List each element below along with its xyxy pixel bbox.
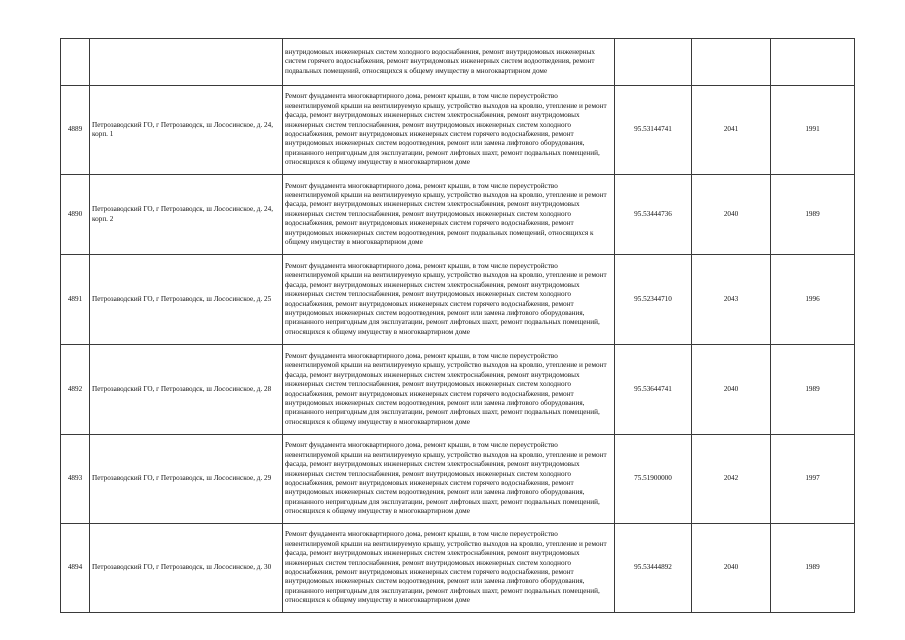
year-cell: 1996: [771, 255, 855, 345]
row-id-cell: 4892: [61, 345, 90, 435]
address-cell: Петрозаводский ГО, г Петрозаводск, ш Лососинское, д. 30: [90, 524, 283, 613]
works-text: Ремонт фундамента многоквартирного дома, ремонт крыши, в том числе переустройство невентилируемой крыши на вентилируемую крышу, устройство выходов на кровлю, утепление и ремонт фасада, ремонт внутридомовых инженерных систем электроснабжения, ремонт внутридомовых инженерных систем теплоснабжения, ремонт внутридомовых инженерных систем холодного водоснабжения, ремонт внутридомовых инженерных систем горячего водоснабжения, ремонт внутридомовых инженерных систем водоотведения, ремонт или замена лифтового оборудования, признанного непригодным для эксплуатации, ремонт лифтовых шахт, ремонт подвальных помещений, относящихся к общему имуществу в многоквартирном доме: [285, 92, 607, 167]
year-cell: 1997: [771, 435, 855, 524]
address-cell: [90, 39, 283, 86]
table-row: [61, 39, 855, 86]
works-text: Ремонт фундамента многоквартирного дома, ремонт крыши, в том числе переустройство невентилируемой крыши на вентилируемую крышу, устройство выходов на кровлю, утепление и ремонт фасада, ремонт внутридомовых инженерных систем электроснабжения, ремонт внутридомовых инженерных систем теплоснабжения, ремонт внутридомовых инженерных систем холодного водоснабжения, ремонт внутридомовых инженерных систем горячего водоснабжения, ремонт внутридомовых инженерных систем водоотведения, ремонт или замена лифтового оборудования, признанного непригодным для эксплуатации, ремонт лифтовых шахт, ремонт подвальных помещений, относящихся к общему имуществу в многоквартирном доме: [285, 530, 607, 605]
works-cell: [283, 345, 615, 435]
year-cell: [771, 39, 855, 86]
table-row: [61, 255, 855, 345]
repair-program-table: [60, 38, 855, 613]
works-text: Ремонт фундамента многоквартирного дома, ремонт крыши, в том числе переустройство невентилируемой крыши на вентилируемую крышу, устройство выходов на кровлю, утепление и ремонт фасада, ремонт внутридомовых инженерных систем электроснабжения, ремонт внутридомовых инженерных систем теплоснабжения, ремонт внутридомовых инженерных систем холодного водоснабжения, ремонт внутридомовых инженерных систем горячего водоснабжения, ремонт внутридомовых инженерных систем водоотведения, ремонт или замена лифтового оборудования, признанного непригодным для эксплуатации, ремонт лифтовых шахт, ремонт подвальных помещений, относящихся к общему имуществу в многоквартирном доме: [285, 261, 607, 336]
row-id-cell: 4893: [61, 435, 90, 524]
number-cell: 95.53444892: [615, 524, 692, 613]
code-cell: 2041: [692, 86, 771, 175]
number-cell: 95.53644741: [615, 345, 692, 435]
works-text: Ремонт фундамента многоквартирного дома, ремонт крыши, в том числе переустройство невентилируемой крыши на вентилируемую крышу, устройство выходов на кровлю, утепление и ремонт фасада, ремонт внутридомовых инженерных систем электроснабжения, ремонт внутридомовых инженерных систем теплоснабжения, ремонт внутридомовых инженерных систем холодного водоснабжения, ремонт внутридомовых инженерных систем горячего водоснабжения, ремонт внутридомовых инженерных систем водоотведения, ремонт подвальных помещений, относящихся к общему имуществу в многоквартирном доме: [285, 181, 607, 247]
code-cell: 2040: [692, 524, 771, 613]
number-cell: 95.52344710: [615, 255, 692, 345]
works-cell: [283, 86, 615, 175]
works-cell: [283, 175, 615, 255]
code-cell: [692, 39, 771, 86]
code-cell: 2042: [692, 435, 771, 524]
number-cell: 95.53444736: [615, 175, 692, 255]
works-cell: [283, 524, 615, 613]
table-row: [61, 524, 855, 613]
works-text: внутридомовых инженерных систем холодного водоснабжения, ремонт внутридомовых инженерных систем горячего водоснабжения, ремонт внутридомовых инженерных систем водоотведения, ремонт подвальных помещений, относящихся к общему имуществу в многоквартирном доме: [285, 47, 596, 75]
works-text: Ремонт фундамента многоквартирного дома, ремонт крыши, в том числе переустройство невентилируемой крыши на вентилируемую крышу, устройство выходов на кровлю, утепление и ремонт фасада, ремонт внутридомовых инженерных систем электроснабжения, ремонт внутридомовых инженерных систем теплоснабжения, ремонт внутридомовых инженерных систем холодного водоснабжения, ремонт внутридомовых инженерных систем горячего водоснабжения, ремонт внутридомовых инженерных систем водоотведения, ремонт или замена лифтового оборудования, признанного непригодным для эксплуатации, ремонт лифтовых шахт, ремонт подвальных помещений, относящихся к общему имуществу в многоквартирном доме: [285, 441, 607, 516]
works-cell: [283, 255, 615, 345]
table-row: [61, 435, 855, 524]
address-cell: Петрозаводский ГО, г Петрозаводск, ш Лососинское, д. 29: [90, 435, 283, 524]
table-row: [61, 86, 855, 175]
year-cell: 1991: [771, 86, 855, 175]
address-cell: Петрозаводский ГО, г Петрозаводск, ш Лососинское, д. 24, корп. 2: [90, 175, 283, 255]
address-cell: Петрозаводский ГО, г Петрозаводск, ш Лососинское, д. 25: [90, 255, 283, 345]
row-id-cell: 4890: [61, 175, 90, 255]
table-row: [61, 175, 855, 255]
year-cell: 1989: [771, 345, 855, 435]
address-cell: Петрозаводский ГО, г Петрозаводск, ш Лососинское, д. 28: [90, 345, 283, 435]
row-id-cell: [61, 39, 90, 86]
works-cell: [283, 435, 615, 524]
row-id-cell: 4889: [61, 86, 90, 175]
number-cell: [615, 39, 692, 86]
works-cell: [283, 39, 615, 86]
works-text: Ремонт фундамента многоквартирного дома, ремонт крыши, в том числе переустройство невентилируемой крыши на вентилируемую крышу, устройство выходов на кровлю, утепление и ремонт фасада, ремонт внутридомовых инженерных систем электроснабжения, ремонт внутридомовых инженерных систем теплоснабжения, ремонт внутридомовых инженерных систем холодного водоснабжения, ремонт внутридомовых инженерных систем горячего водоснабжения, ремонт внутридомовых инженерных систем водоотведения, ремонт или замена лифтового оборудования, признанного непригодным для эксплуатации, ремонт лифтовых шахт, ремонт подвальных помещений, относящихся к общему имуществу в многоквартирном доме: [285, 351, 607, 426]
number-cell: 95.53144741: [615, 86, 692, 175]
row-id-cell: 4894: [61, 524, 90, 613]
year-cell: 1989: [771, 524, 855, 613]
code-cell: 2040: [692, 345, 771, 435]
number-cell: 75.51900000: [615, 435, 692, 524]
code-cell: 2043: [692, 255, 771, 345]
row-id-cell: 4891: [61, 255, 90, 345]
code-cell: 2040: [692, 175, 771, 255]
address-cell: Петрозаводский ГО, г Петрозаводск, ш Лососинское, д. 24, корп. 1: [90, 86, 283, 175]
table-row: [61, 345, 855, 435]
year-cell: 1989: [771, 175, 855, 255]
